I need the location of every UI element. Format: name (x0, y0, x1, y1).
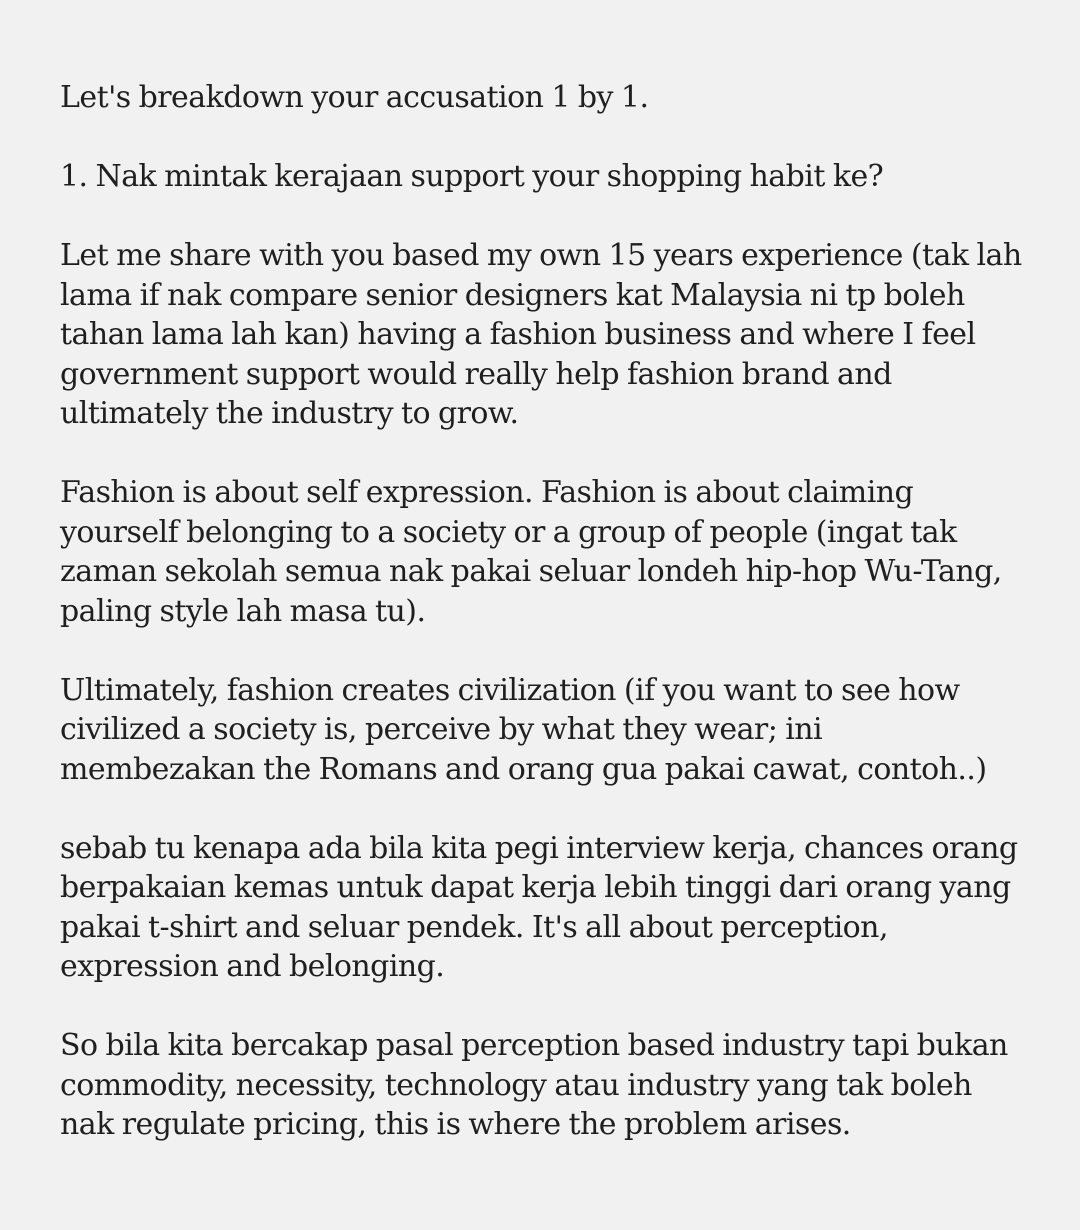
text-line: 1. Nak mintak kerajaan support your shopping habit ke? (60, 159, 884, 194)
paragraph-intro (60, 78, 1040, 118)
text-line: civilized a society is, perceive by what they wear; ini (60, 712, 823, 747)
text-line: ultimately the industry to grow. (60, 396, 519, 431)
text-line: zaman sekolah semua nak pakai seluar londeh hip-hop Wu-Tang, (60, 554, 1002, 589)
text-line: commodity, necessity, technology atau industry yang tak boleh (60, 1067, 972, 1103)
text-line: pakai t-shirt and seluar pendek. It's all about perception, (60, 909, 888, 945)
text-line: Let me share with you based my own 15 years experience (tak lah (60, 238, 1022, 273)
text-line: paling style lah masa tu). (60, 593, 426, 629)
text-line: berpakaian kemas untuk dapat kerja lebih tinggi dari orang yang (60, 870, 1011, 905)
text-line: yourself belonging to a society or a group of people (ingat tak (60, 514, 957, 550)
text-line: lama if nak compare senior designers kat Malaysia ni tp boleh (60, 277, 965, 313)
text-line: Ultimately, fashion creates civilization (if you want to see how (60, 672, 960, 708)
text-line: sebab tu kenapa ada bila kita pegi interview kerja, chances orang (60, 830, 1018, 866)
paragraph-self-expression (60, 473, 1040, 631)
text-line: Fashion is about self expression. Fashion is about claiming (60, 475, 914, 510)
text-line: membezakan the Romans and orang gua pakai cawat, contoh..) (60, 751, 987, 787)
paragraph-point-1-heading (60, 157, 1040, 197)
paragraph-problem (60, 1026, 1040, 1145)
paragraph-perception (60, 829, 1040, 987)
text-line: Let's breakdown your accusation 1 by 1. (60, 80, 649, 115)
paragraph-civilization (60, 671, 1040, 790)
text-line: tahan lama lah kan) having a fashion business and where I feel (60, 317, 976, 352)
text-line: expression and belonging. (60, 949, 445, 984)
text-line: So bila kita bercakap pasal perception based industry tapi bukan (60, 1028, 1008, 1063)
paragraph-experience (60, 236, 1040, 434)
text-line: nak regulate pricing, this is where the problem arises. (60, 1107, 851, 1142)
text-line: government support would really help fashion brand and (60, 356, 892, 392)
